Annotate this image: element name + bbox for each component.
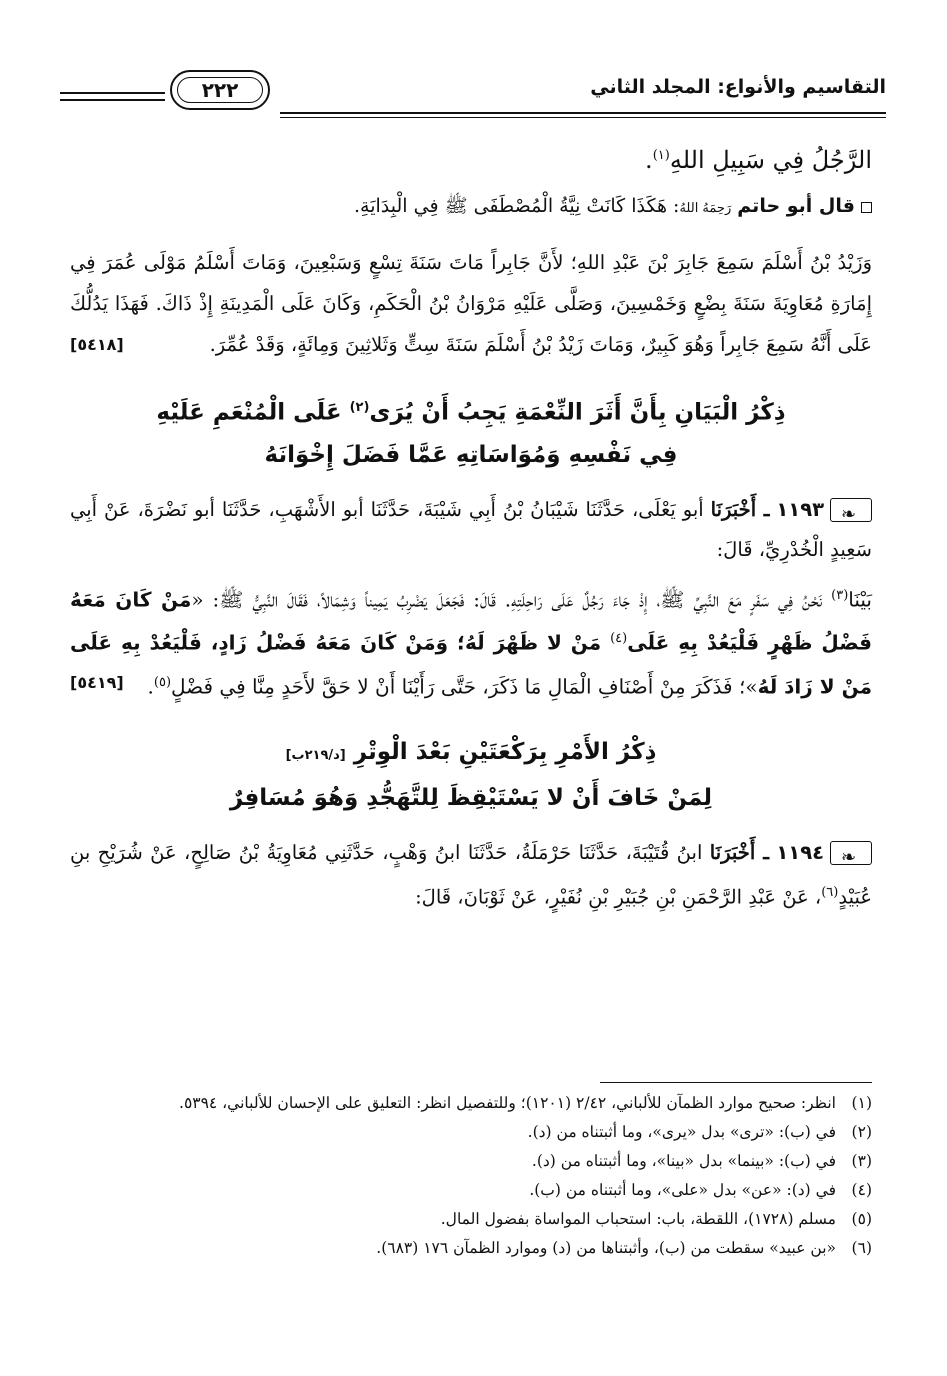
page-header <box>60 72 886 124</box>
chapter-heading <box>70 387 872 476</box>
manuscript-reference: [د/٢١٩ب] <box>285 747 346 763</box>
prophetic-quote: مَنْ لا ظَهْرَ لَهُ؛ وَمَنْ كَانَ مَعَهُ فَضْلُ زَادٍ، فَلْيَعُدْ بِهِ عَلَى مَنْ لا زَادَ لَهُ <box>70 630 872 699</box>
prophetic-quote: مَنْ كَانَ مَعَهُ فَضْلُ ظَهْرٍ فَلْيَعُدْ بِهِ عَلَى <box>70 587 873 655</box>
hadith-marker-icon <box>830 841 872 865</box>
page-number: ٢٢٢ <box>201 78 239 102</box>
chapter-line-1a: ذِكْرُ الْبَيَانِ بِأَنَّ أَثَرَ النِّعْمَةِ يَجِبُ أَنْ يُرَى <box>369 399 786 426</box>
square-marker-icon <box>861 202 872 213</box>
intro-text: الرَّجُلُ فِي سَبِيلِ اللهِ <box>669 146 872 174</box>
footnote-number: (٤) <box>851 1181 872 1199</box>
chapter-line-2: لِمَنْ خَافَ أَنْ لا يَسْتَيْقِظَ لِلتَّهَجُّدِ وَهُوَ مُسَافِرٌ <box>229 784 713 811</box>
chapter-heading <box>70 731 872 819</box>
matn-text: نَحْنُ فِي سَفَرٍ مَعَ النَّبِيِّ ﷺ، إِذْ جَاءَ رَجُلٌ عَلَى رَاحِلَتِهِ. قَالَ: فَجَعَلَ يَضْرِبُ يَمِيناً وَشِمَالاً، فَقَالَ النَّبِيُّ ﷺ: « <box>191 587 832 612</box>
footnote-text: في (ب): «ترى» بدل «يرى»، وما أثبتناه من (د). <box>527 1123 836 1141</box>
footnote <box>70 1119 872 1145</box>
narration-note <box>70 242 872 365</box>
matn-text: »؛ فَذَكَرَ مِنْ أَصْنَافِ الْمَالِ مَا ذَكَرَ، حَتَّى رَأَيْنَا أَنْ لا حَقَّ لأَحَدٍ مِنَّا فِي فَضْلٍ <box>171 674 758 699</box>
footnote-text: في (د): «عن» بدل «على»، وما أثبتناه من (ب). <box>529 1181 836 1199</box>
intro-end: . <box>645 146 653 174</box>
chapter-line-2: فِي نَفْسِهِ وَمُوَاسَاتِهِ عَمَّا فَضَلَ إِخْوَانَهُ <box>264 441 678 468</box>
hadith-number: ١١٩٣ <box>776 497 824 521</box>
intro-line <box>70 135 872 181</box>
footnote-text: مسلم (١٧٢٨)، اللقطة، باب: استحباب المواساة بفضول المال. <box>440 1210 836 1228</box>
footnote-mark[interactable]: (٦) <box>821 884 839 900</box>
hadith-number: ١١٩٤ <box>776 840 824 864</box>
footnote-number: (٢) <box>851 1123 872 1141</box>
footnote-number: (٥) <box>851 1210 872 1228</box>
footnote <box>70 1148 872 1174</box>
footnote-mark[interactable]: (٣) <box>831 587 849 603</box>
honorific: رَحِمَهُ اللهُ <box>679 201 732 216</box>
footnote <box>70 1177 872 1203</box>
footnote <box>70 1235 872 1261</box>
footnote-mark[interactable]: (٢) <box>349 400 370 415</box>
footnote-text: انظر: صحيح موارد الظمآن للألباني، ٢/٤٢ (١٢٠١)؛ وللتفصيل انظر: التعليق على الإحسان للألباني، ٥٣٩٤. <box>179 1094 836 1112</box>
footnote-separator <box>600 1082 872 1083</box>
hadith-1193-matn <box>70 576 872 707</box>
akhbarana: ـ أَخْبَرَنَا <box>710 497 770 521</box>
hadith-marker-icon <box>830 498 872 522</box>
footnote <box>70 1090 872 1116</box>
footnote <box>70 1206 872 1232</box>
header-rule <box>280 112 886 114</box>
hadith-reference: [٥٤١٨] <box>70 335 124 354</box>
isnad-text: ابنُ قُتَيْبَةَ، حَدَّثَنَا حَرْمَلَةُ، حَدَّثَنَا ابنُ وَهْبٍ، حَدَّثَنِي مُعَاوِيَةُ بْنُ صَالِحٍ، عَنْ شُرَيْحِ بنِ عُبَيْدٍ <box>70 840 872 909</box>
footnote-text: في (ب): «بينما» بدل «بينا»، وما أثبتناه من (د). <box>531 1152 836 1170</box>
footnote-number: (١) <box>851 1094 872 1112</box>
footnotes <box>70 1090 872 1264</box>
footnote-mark[interactable]: (٥) <box>153 674 172 690</box>
running-title: التقاسيم والأنواع: المجلد الثاني <box>590 76 886 98</box>
hadith-1194-isnad <box>70 833 872 918</box>
isnad-text: ، عَنْ عَبْدِ الرَّحْمَنِ بْنِ جُبَيْرِ بْنِ نُفَيْرٍ، عَنْ ثَوْبَانَ، قَالَ: <box>415 885 822 909</box>
matn-text: بَيْنَا <box>848 587 872 612</box>
page-number-frame <box>170 70 270 110</box>
hadith-1193-isnad <box>70 490 872 570</box>
hadith-reference: [٥٤١٩] <box>70 672 124 692</box>
footnote-mark[interactable]: (٤) <box>610 631 628 647</box>
chapter-line-1b: عَلَى الْمُنْعَمِ عَلَيْهِ <box>156 399 350 426</box>
footnote-number: (٣) <box>851 1152 872 1170</box>
akhbarana: ـ أَخْبَرَنَا <box>709 840 769 864</box>
footnote-mark[interactable]: (١) <box>652 148 670 163</box>
abu-hatim-comment <box>70 185 872 230</box>
footnote-text: «بن عبيد» سقطت من (ب)، وأثبتناها من (د) وموارد الظمآن ١٧٦ (٦٨٣). <box>376 1239 836 1257</box>
footnote-number: (٦) <box>851 1239 872 1257</box>
isnad-text: أبو يَعْلَى، حَدَّثَنَا شَيْبَانُ بْنُ أَبِي شَيْبَةَ، حَدَّثَنَا أبو الأَشْهَبِ، حَدَّثَنَا أبو نَضْرَةَ، عَنْ أَبِي سَعِيدٍ الْخُدْرِيِّ، قَالَ: <box>70 497 872 561</box>
narration-note-text: وَزَيْدُ بْنُ أَسْلَمَ سَمِعَ جَابِرَ بْنَ عَبْدِ اللهِ؛ لأَنَّ جَابِراً مَاتَ سَنَةَ تِسْعٍ وَسَبْعِينَ، وَمَاتَ أَسْلَمُ مَوْلَى عُمَرَ فِي إِمَارَةِ مُعَاوِيَةَ سَنَةَ بِضْعٍ وَخَمْسِينَ، وَصَلَّى عَلَيْهِ مَرْوَانُ بْنُ الْحَكَمِ، وَكَانَ عَلَى الْمَدِينَةِ إِذْ ذَاكَ. فَهَذَا يَدُلُّكَ عَلَى أَنَّهُ سَمِعَ جَابِراً وَهُوَ كَبِيرٌ، وَمَاتَ زَيْدُ بْنُ أَسْلَمَ سَنَةَ سِتٍّ وَثَلاثِينَ وَمِائَةٍ، وَقَدْ عُمِّرَ. <box>70 251 872 356</box>
abu-hatim-label: قال أبو حاتم <box>737 195 855 217</box>
main-text <box>70 135 872 917</box>
header-rule-left <box>60 92 165 94</box>
matn-end: . <box>147 674 154 699</box>
abu-hatim-text: : هَكَذَا كَانَتْ نِيَّةُ الْمُصْطَفَى ﷺ فِي الْبِدَايَةِ. <box>354 195 680 217</box>
chapter-line-1: ذِكْرُ الأَمْرِ بِرَكْعَتَيْنِ بَعْدَ الْوِتْرِ <box>353 738 657 765</box>
